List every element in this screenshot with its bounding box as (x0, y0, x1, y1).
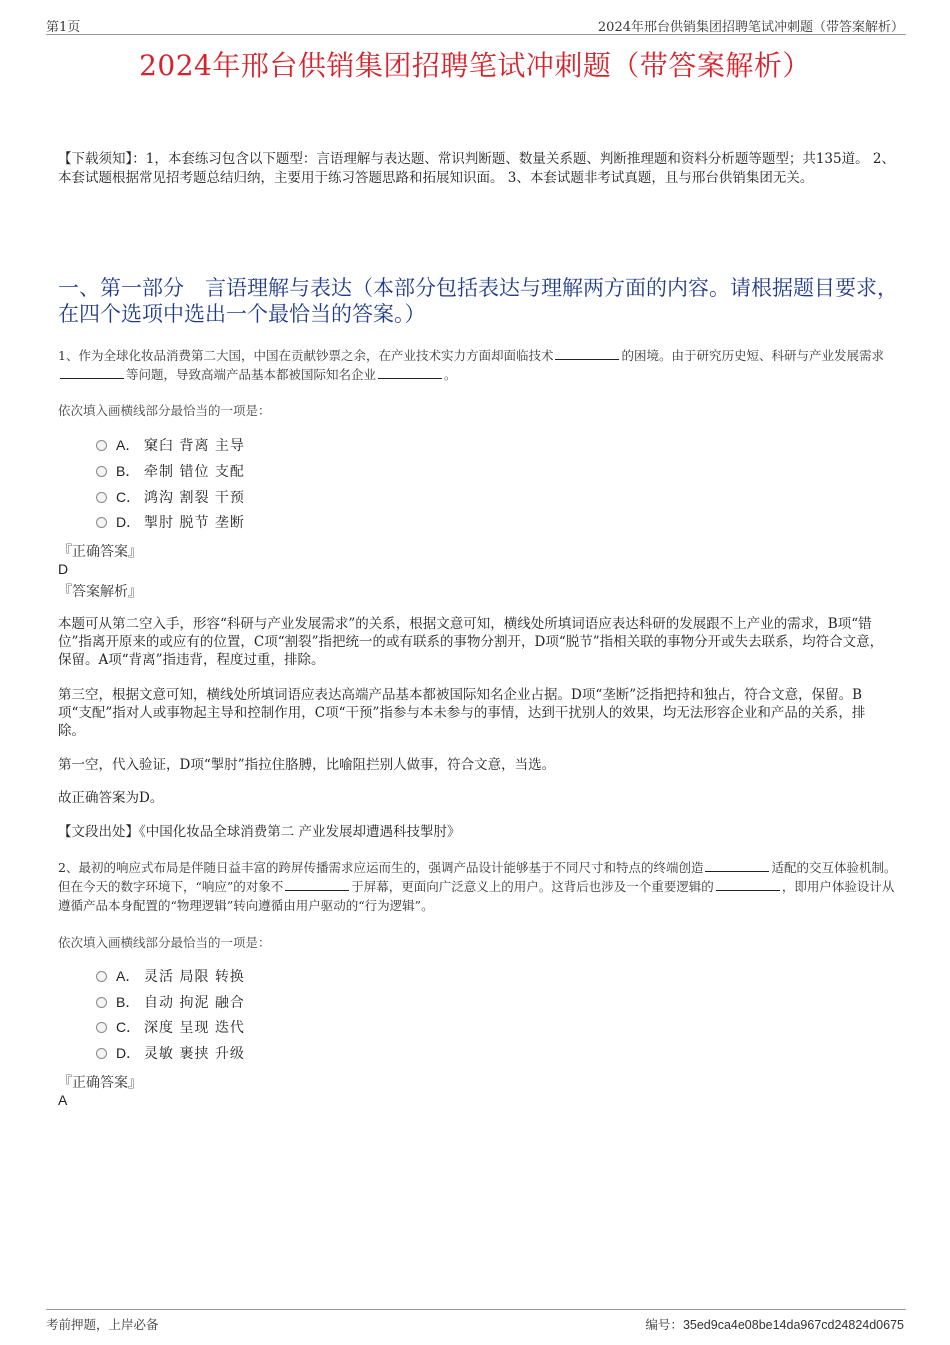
analysis-paragraph-2: 第三空，根据文意可知，横线处所填词语应表达高端产品基本都被国际知名企业占据。D项“垄断”泛指把持和独占，符合文意，保留。B项“支配”指对人或事物起主导和控制作用，C项“干预”指参与本未参与的事情，达到干扰别人的效果，均无法形容企业和产品的关系，排除。 (58, 687, 866, 739)
option-text: 灵敏 裹挟 升级 (144, 1046, 245, 1062)
question-2-option-c[interactable] (96, 1017, 245, 1037)
option-key: D． (116, 1045, 141, 1061)
question-1-prompt: 依次填入画横线部分最恰当的一项是： (58, 403, 271, 418)
header-rule (46, 34, 906, 35)
question-2-option-d[interactable] (96, 1043, 245, 1063)
radio-icon[interactable] (96, 517, 107, 528)
option-text: 窠臼 背离 主导 (144, 438, 245, 454)
download-notice: 【下载须知】：1，本套练习包含以下题型：言语理解与表达题、常识判断题、数量关系题、判断推理题和资料分析题等题型；共135道。 2、本套试题根据常见招考题总结归纳，主要用于练习答题思路和拓展知识面。 3、本套试题非考试真题，且与邢台供销集团无关。 (58, 151, 895, 186)
option-text: 掣肘 脱节 垄断 (144, 515, 245, 531)
analysis-paragraph-3: 第一空，代入验证，D项“掣肘”指拉住胳膊，比喻阻拦别人做事，符合文意，当选。 (58, 757, 556, 773)
blank-line (378, 366, 442, 379)
blank-line (60, 366, 124, 379)
option-key: B． (116, 463, 140, 479)
question-2-option-a[interactable] (96, 966, 245, 986)
footer-slogan: 考前押题，上岸必备 (46, 1317, 159, 1332)
header-doc-title: 2024年邢台供销集团招聘笔试冲刺题（带答案解析） (597, 20, 904, 35)
page-number: 第1页 (46, 20, 81, 35)
radio-icon[interactable] (96, 1022, 107, 1033)
question-1-option-a[interactable] (96, 435, 245, 455)
footer-code-value: 35ed9ca4e08be14da967cd24824d0675 (682, 1318, 904, 1332)
footer-code (645, 1315, 904, 1333)
option-key: C． (116, 1019, 141, 1035)
question-2-text-1: 2、最初的响应式布局是伴随日益丰富的跨屏传播需求应运而生的，强调产品设计能够基于不同尺寸和特点的终端创造 (58, 860, 704, 875)
question-1-option-d[interactable] (96, 512, 245, 532)
option-text: 自动 拘泥 融合 (144, 995, 245, 1011)
question-1-text-4: 。 (444, 367, 457, 382)
option-key: A． (116, 968, 140, 984)
option-text: 深度 呈现 迭代 (144, 1020, 245, 1036)
question-2-text-2: 适配的交互体验机制。但在今天的数字环境下，“响应”的对象不 (58, 860, 897, 894)
question-2-text-3: 于屏幕，更面向广泛意义上的用户。这背后也涉及一个重要逻辑的 (351, 879, 714, 894)
footer-rule (46, 1309, 906, 1310)
blank-line (285, 878, 349, 891)
footer-code-label: 编号： (645, 1317, 683, 1332)
analysis-label: 『答案解析』 (58, 584, 142, 600)
question-1-option-c[interactable] (96, 487, 245, 507)
option-text: 牵制 错位 支配 (144, 464, 245, 480)
radio-icon[interactable] (96, 1048, 107, 1059)
option-key: C． (116, 489, 141, 505)
radio-icon[interactable] (96, 971, 107, 982)
analysis-paragraph-1: 本题可从第二空入手，形容“科研与产业发展需求”的关系，根据文意可知，横线处所填词语应表达科研的发展跟不上产业的需求，B项“错位”指离开原来的或应有的位置，C项“割裂”指把统一的或有联系的事物分割开，D项“脱节”指相关联的事物分开或失去联系，均符合文意，保留。A项“背离”指违背，程度过重，排除。 (58, 616, 884, 668)
analysis-conclusion: 故正确答案为D。 (58, 790, 164, 806)
option-text: 鸿沟 割裂 干预 (144, 490, 245, 506)
blank-line (716, 878, 780, 891)
option-text: 灵活 局限 转换 (144, 969, 245, 985)
section-heading: 一、第一部分 言语理解与表达（本部分包括表达与理解两方面的内容。请根据题目要求，在四个选项中选出一个最恰当的答案。） (58, 276, 898, 326)
question-1-stem (58, 346, 898, 384)
answer-label: 『正确答案』 (58, 544, 142, 560)
option-key: A． (116, 437, 140, 453)
question-1-option-b[interactable] (96, 461, 245, 481)
answer-label: 『正确答案』 (58, 1075, 142, 1091)
document-title: 2024年邢台供销集团招聘笔试冲刺题（带答案解析） (139, 49, 811, 82)
question-2-option-b[interactable] (96, 992, 245, 1012)
question-2-stem (58, 858, 898, 915)
radio-icon[interactable] (96, 440, 107, 451)
option-key: D． (116, 514, 141, 530)
blank-line (705, 859, 769, 872)
radio-icon[interactable] (96, 997, 107, 1008)
answer-value: D (58, 561, 69, 577)
question-2-prompt: 依次填入画横线部分最恰当的一项是： (58, 935, 271, 950)
answer-value: A (58, 1092, 68, 1108)
radio-icon[interactable] (96, 492, 107, 503)
source-citation: 【文段出处】《中国化妆品全球消费第二 产业发展却遭遇科技掣肘》 (58, 824, 461, 840)
question-2-text-4: ，即用户体验设计从遵循产品本身配置的“物理逻辑”转向遵循由用户驱动的“行为逻辑”。 (58, 879, 895, 913)
radio-icon[interactable] (96, 466, 107, 477)
blank-line (555, 347, 619, 360)
question-1-text-2: 的困境。由于研究历史短、科研与产业发展需求 (621, 348, 884, 363)
question-1-text-1: 1、作为全球化妆品消费第二大国，中国在贡献钞票之余，在产业技术实力方面却面临技术 (58, 348, 554, 363)
question-1-text-3: 等问题，导致高端产品基本都被国际知名企业 (126, 367, 377, 382)
option-key: B． (116, 994, 140, 1010)
